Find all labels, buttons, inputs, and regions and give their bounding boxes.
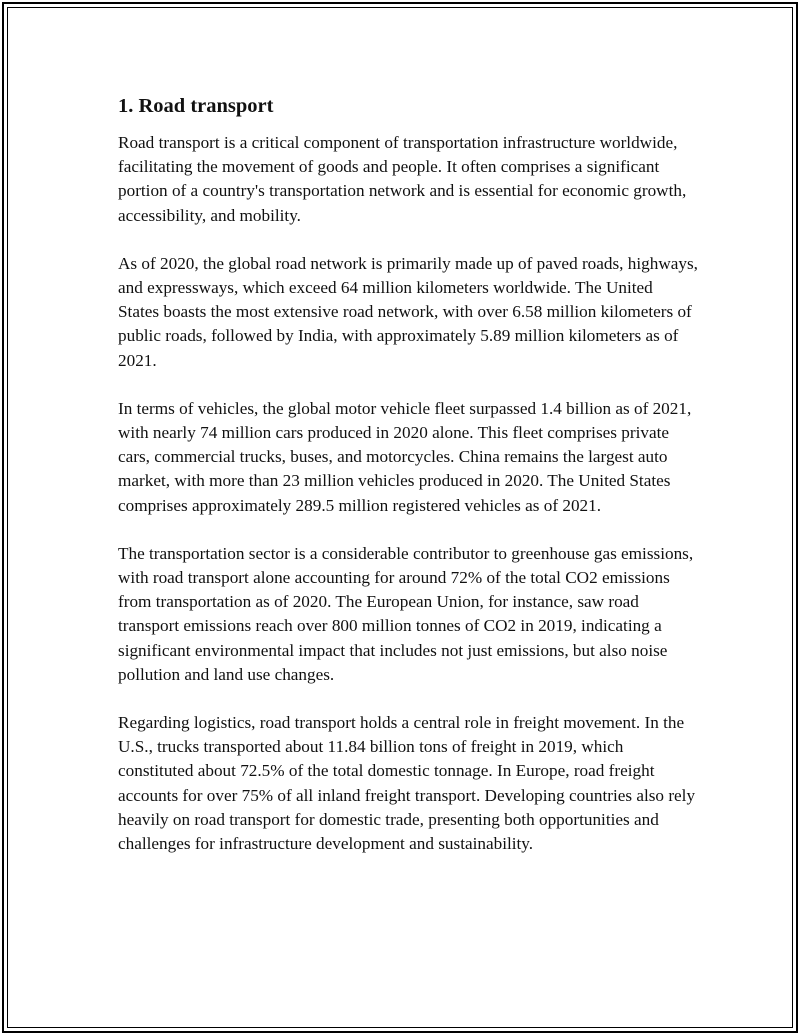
section-heading: 1. Road transport — [118, 95, 274, 117]
paragraph-vehicles: In terms of vehicles, the global motor vehicle fleet surpassed 1.4 billion as of 2021, with nearly 74 million cars produced in 2020 alone. This fleet comprises private cars, commercial trucks, buses, and motorcycles. China remains the largest auto market, with more than 23 million vehicles produced in 2020. The United States comprises approximately 289.5 million registered vehicles as of 2021. — [118, 398, 692, 515]
paragraph-emissions: The transportation sector is a considerable contributor to greenhouse gas emissions, with road transport alone accounting for around 72% of the total CO2 emissions from transportation as of 2020. The European Union, for instance, saw road transport emissions reach over 800 million tonnes of CO2 in 2019, indicating a significant environmental impact that includes not just emissions, but also noise pollution and land use changes. — [118, 543, 694, 684]
document-body — [118, 93, 698, 880]
paragraph-logistics: Regarding logistics, road transport holds a central role in freight movement. In the U.S., trucks transported about 11.84 billion tons of freight in 2019, which constituted about 72.5% of the total domestic tonnage. In Europe, road freight accounts for over 75% of all inland freight transport. Developing countries also rely heavily on road transport for domestic trade, presenting both opportunities and challenges for infrastructure development and sustainability. — [118, 713, 696, 854]
paragraph-road-network: As of 2020, the global road network is primarily made up of paved roads, highways, and expressways, which exceed 64 million kilometers worldwide. The United States boasts the most extensive road network, with over 6.58 million kilometers of public roads, followed by India, with approximately 5.89 million kilometers as of 2021. — [118, 253, 698, 370]
paragraph-intro: Road transport is a critical component of transportation infrastructure worldwide, facilitating the movement of goods and people. It often comprises a significant portion of a country's transportation network and is essential for economic growth, accessibility, and mobility. — [118, 133, 687, 225]
